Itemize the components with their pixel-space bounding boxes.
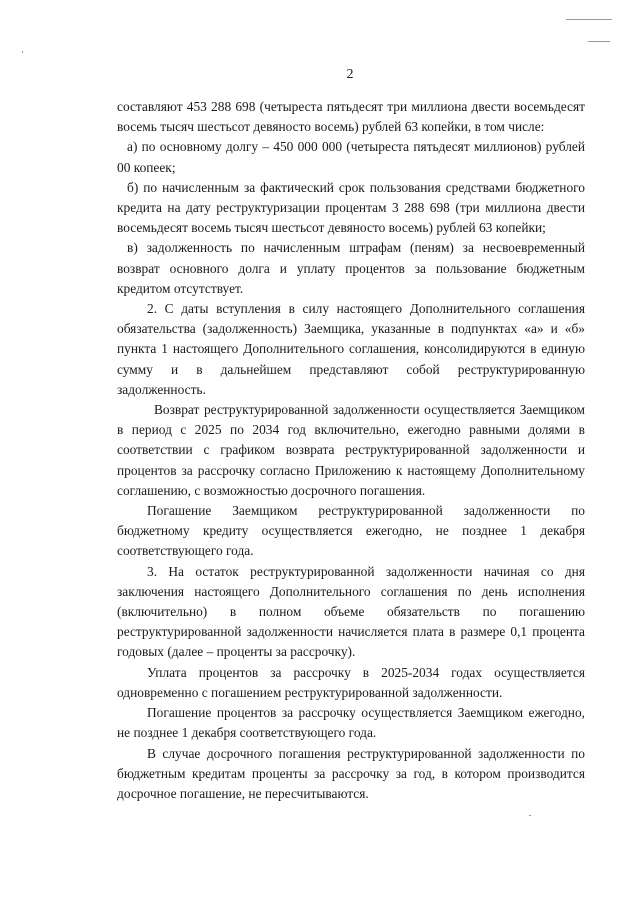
scan-artifact bbox=[566, 19, 612, 20]
paragraph-clause-2: 2. С даты вступления в силу настоящего Дополнительного соглашения обязательства (задолженность) Заемщика, указанные в подпунктах «а» и «б» пункта 1 настоящего Дополнительного соглашения, консолидируются в единую сумму и в дальнейшем представляют собой реструктурированную задолженность. bbox=[117, 301, 585, 397]
scan-artifact bbox=[529, 815, 531, 816]
scan-artifact bbox=[588, 41, 610, 42]
paragraph-item-b: б) по начисленным за фактический срок пользования средствами бюджетного кредита на дату реструктуризации процентам 3 288 698 (три миллиона двести восемьдесят восемь тысяч шестьсот девяносто восемь) рублей 63 копейки; bbox=[117, 179, 585, 236]
paragraph-item-a: а) по основному долгу – 450 000 000 (четыреста пятьдесят миллионов) рублей 00 копеек; bbox=[117, 139, 585, 175]
paragraph-repayment: Возврат реструктурированной задолженности осуществляется Заемщиком в период с 2025 по 2034 год включительно, ежегодно равными долями в соответствии с графиком возврата реструктурированной задолженности и процентов за рассрочку согласно Приложению к настоящему Дополнительному соглашению, с возможностью досрочного погашения. bbox=[117, 402, 585, 498]
paragraph-interest-deadline: Погашение процентов за рассрочку осуществляется Заемщиком ежегодно, не позднее 1 декабря соответствующего года. bbox=[117, 705, 585, 741]
paragraph-clause-3: 3. На остаток реструктурированной задолженности начиная со дня заключения настоящего Дополнительного соглашения по день исполнения (включительно) в полном объеме обязательств по погашению реструктурированной задолженности начисляется плата в размере 0,1 процента годовых (далее – проценты за рассрочку). bbox=[117, 563, 585, 660]
scan-artifact bbox=[22, 51, 23, 53]
page-number: 2 bbox=[346, 67, 354, 82]
paragraph-interest-payment: Уплата процентов за рассрочку в 2025-2034 годах осуществляется одновременно с погашением реструктурированной задолженности. bbox=[117, 664, 585, 700]
paragraph-early-repayment: В случае досрочного погашения реструктурированной задолженности по бюджетным кредитам проценты за рассрочку за год, в котором производится досрочное погашение, не пересчитываются. bbox=[117, 745, 585, 801]
paragraph-debt-total: составляют 453 288 698 (четыреста пятьдесят три миллиона двести восемьдесят восемь тысяч шестьсот девяносто восемь) рублей 63 копейки, в том числе: bbox=[117, 99, 585, 135]
paragraph-item-v: в) задолженность по начисленным штрафам (пеням) за несвоевременный возврат основного долга и уплату процентов за пользование бюджетным кредитом отсутствует. bbox=[117, 240, 585, 296]
document-body bbox=[117, 97, 585, 804]
paragraph-repayment-deadline: Погашение Заемщиком реструктурированной задолженности по бюджетному кредиту осуществляется ежегодно, не позднее 1 декабря соответствующего года. bbox=[117, 503, 585, 559]
